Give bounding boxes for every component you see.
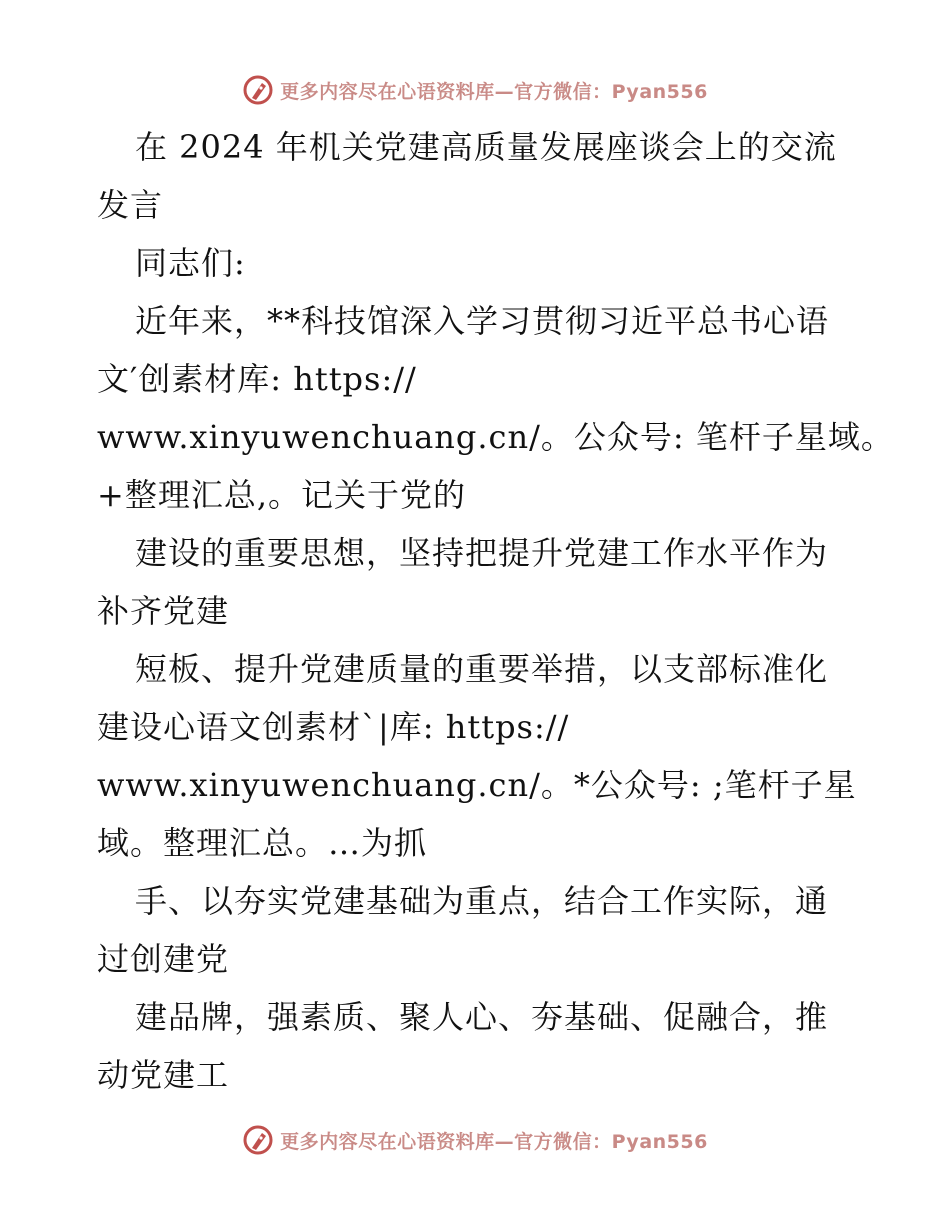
header-watermark-text: 更多内容尽在心语资料库—官方微信：Pyan556 [280, 80, 708, 103]
body-line: 过创建党 [97, 940, 230, 978]
body-line: 补齐党建 [97, 592, 230, 630]
footer-watermark [0, 1120, 950, 1160]
header-watermark [0, 70, 950, 110]
body-line: 建设的重要思想，坚持把提升党建工作水平作为 [135, 534, 829, 572]
body-line: 近年来，**科技馆深入学习贯彻习近平总书心语 [135, 302, 830, 340]
body-line: 手、以夯实党建基础为重点，结合工作实际，通 [135, 882, 829, 920]
document-title-line-2: 发言 [97, 186, 164, 224]
body-line: 建设心语文创素材`|库: https:// [97, 708, 570, 746]
body-line: 短板、提升党建质量的重要举措，以支部标准化 [135, 650, 829, 688]
document-title-line-1: 在 2024 年机关党建高质量发展座谈会上的交流 [135, 128, 837, 166]
body-line: 动党建工 [97, 1056, 230, 1094]
pen-nib-logo-icon [242, 74, 274, 106]
document-body [97, 118, 897, 1104]
body-line: www.xinyuwenchuang.cn/。*公众号: ;笔杆子星 [97, 766, 857, 804]
salutation: 同志们: [135, 244, 246, 282]
body-line: www.xinyuwenchuang.cn/。公众号: 笔杆子星域。 [97, 418, 894, 456]
body-line: 文′创素材库: https:// [97, 360, 417, 398]
pen-nib-logo-icon [242, 1124, 274, 1156]
body-line: 域。整理汇总。…为抓 [97, 824, 428, 862]
footer-watermark-text: 更多内容尽在心语资料库—官方微信：Pyan556 [280, 1130, 708, 1153]
body-line: 建品牌，强素质、聚人心、夯基础、促融合，推 [135, 998, 829, 1036]
body-line: +整理汇总,。记关于党的 [97, 476, 466, 514]
